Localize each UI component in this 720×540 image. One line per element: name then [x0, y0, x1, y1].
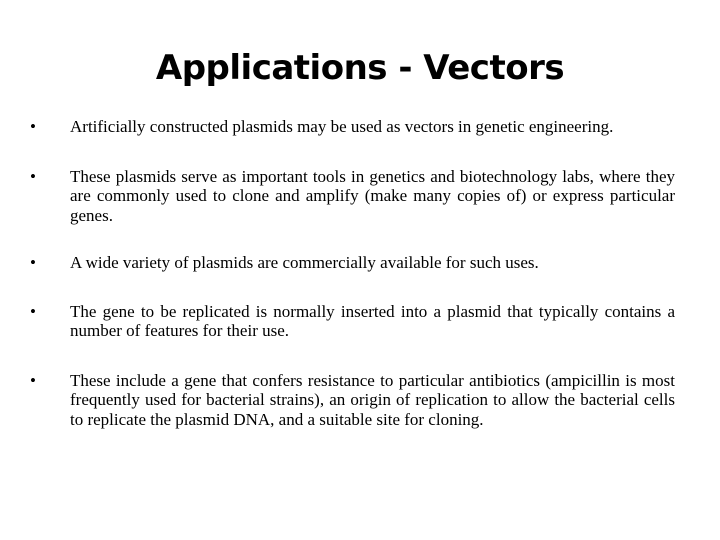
bullet-icon: • [30, 166, 36, 186]
bullet-icon: • [30, 370, 36, 390]
bullet-text: Artificially constructed plasmids may be used as vectors in genetic engineering. [70, 117, 614, 136]
bullet-text: A wide variety of plasmids are commercially available for such uses. [70, 253, 539, 272]
bullet-list [30, 117, 675, 429]
bullet-item [30, 167, 675, 226]
bullet-text: These include a gene that confers resistance to particular antibiotics (ampicillin is most frequently used for bacterial strains), an origin of replication to allow the bacterial cells to replicate the plasmid DNA, and a suitable site for cloning. [70, 370, 675, 429]
bullet-icon: • [30, 253, 36, 272]
slide-title: Applications - Vectors [155, 48, 565, 88]
bullet-item [30, 117, 675, 137]
bullet-icon: • [30, 117, 36, 136]
bullet-text: These plasmids serve as important tools in genetics and biotechnology labs, where they are commonly used to clone and amplify (make many copies of) or express particular genes. [70, 166, 675, 225]
bullet-item [30, 253, 675, 273]
bullet-item [30, 371, 675, 430]
bullet-icon: • [30, 301, 36, 321]
bullet-item [30, 302, 675, 341]
bullet-text: The gene to be replicated is normally inserted into a plasmid that typically contains a number of features for their use. [70, 301, 675, 340]
